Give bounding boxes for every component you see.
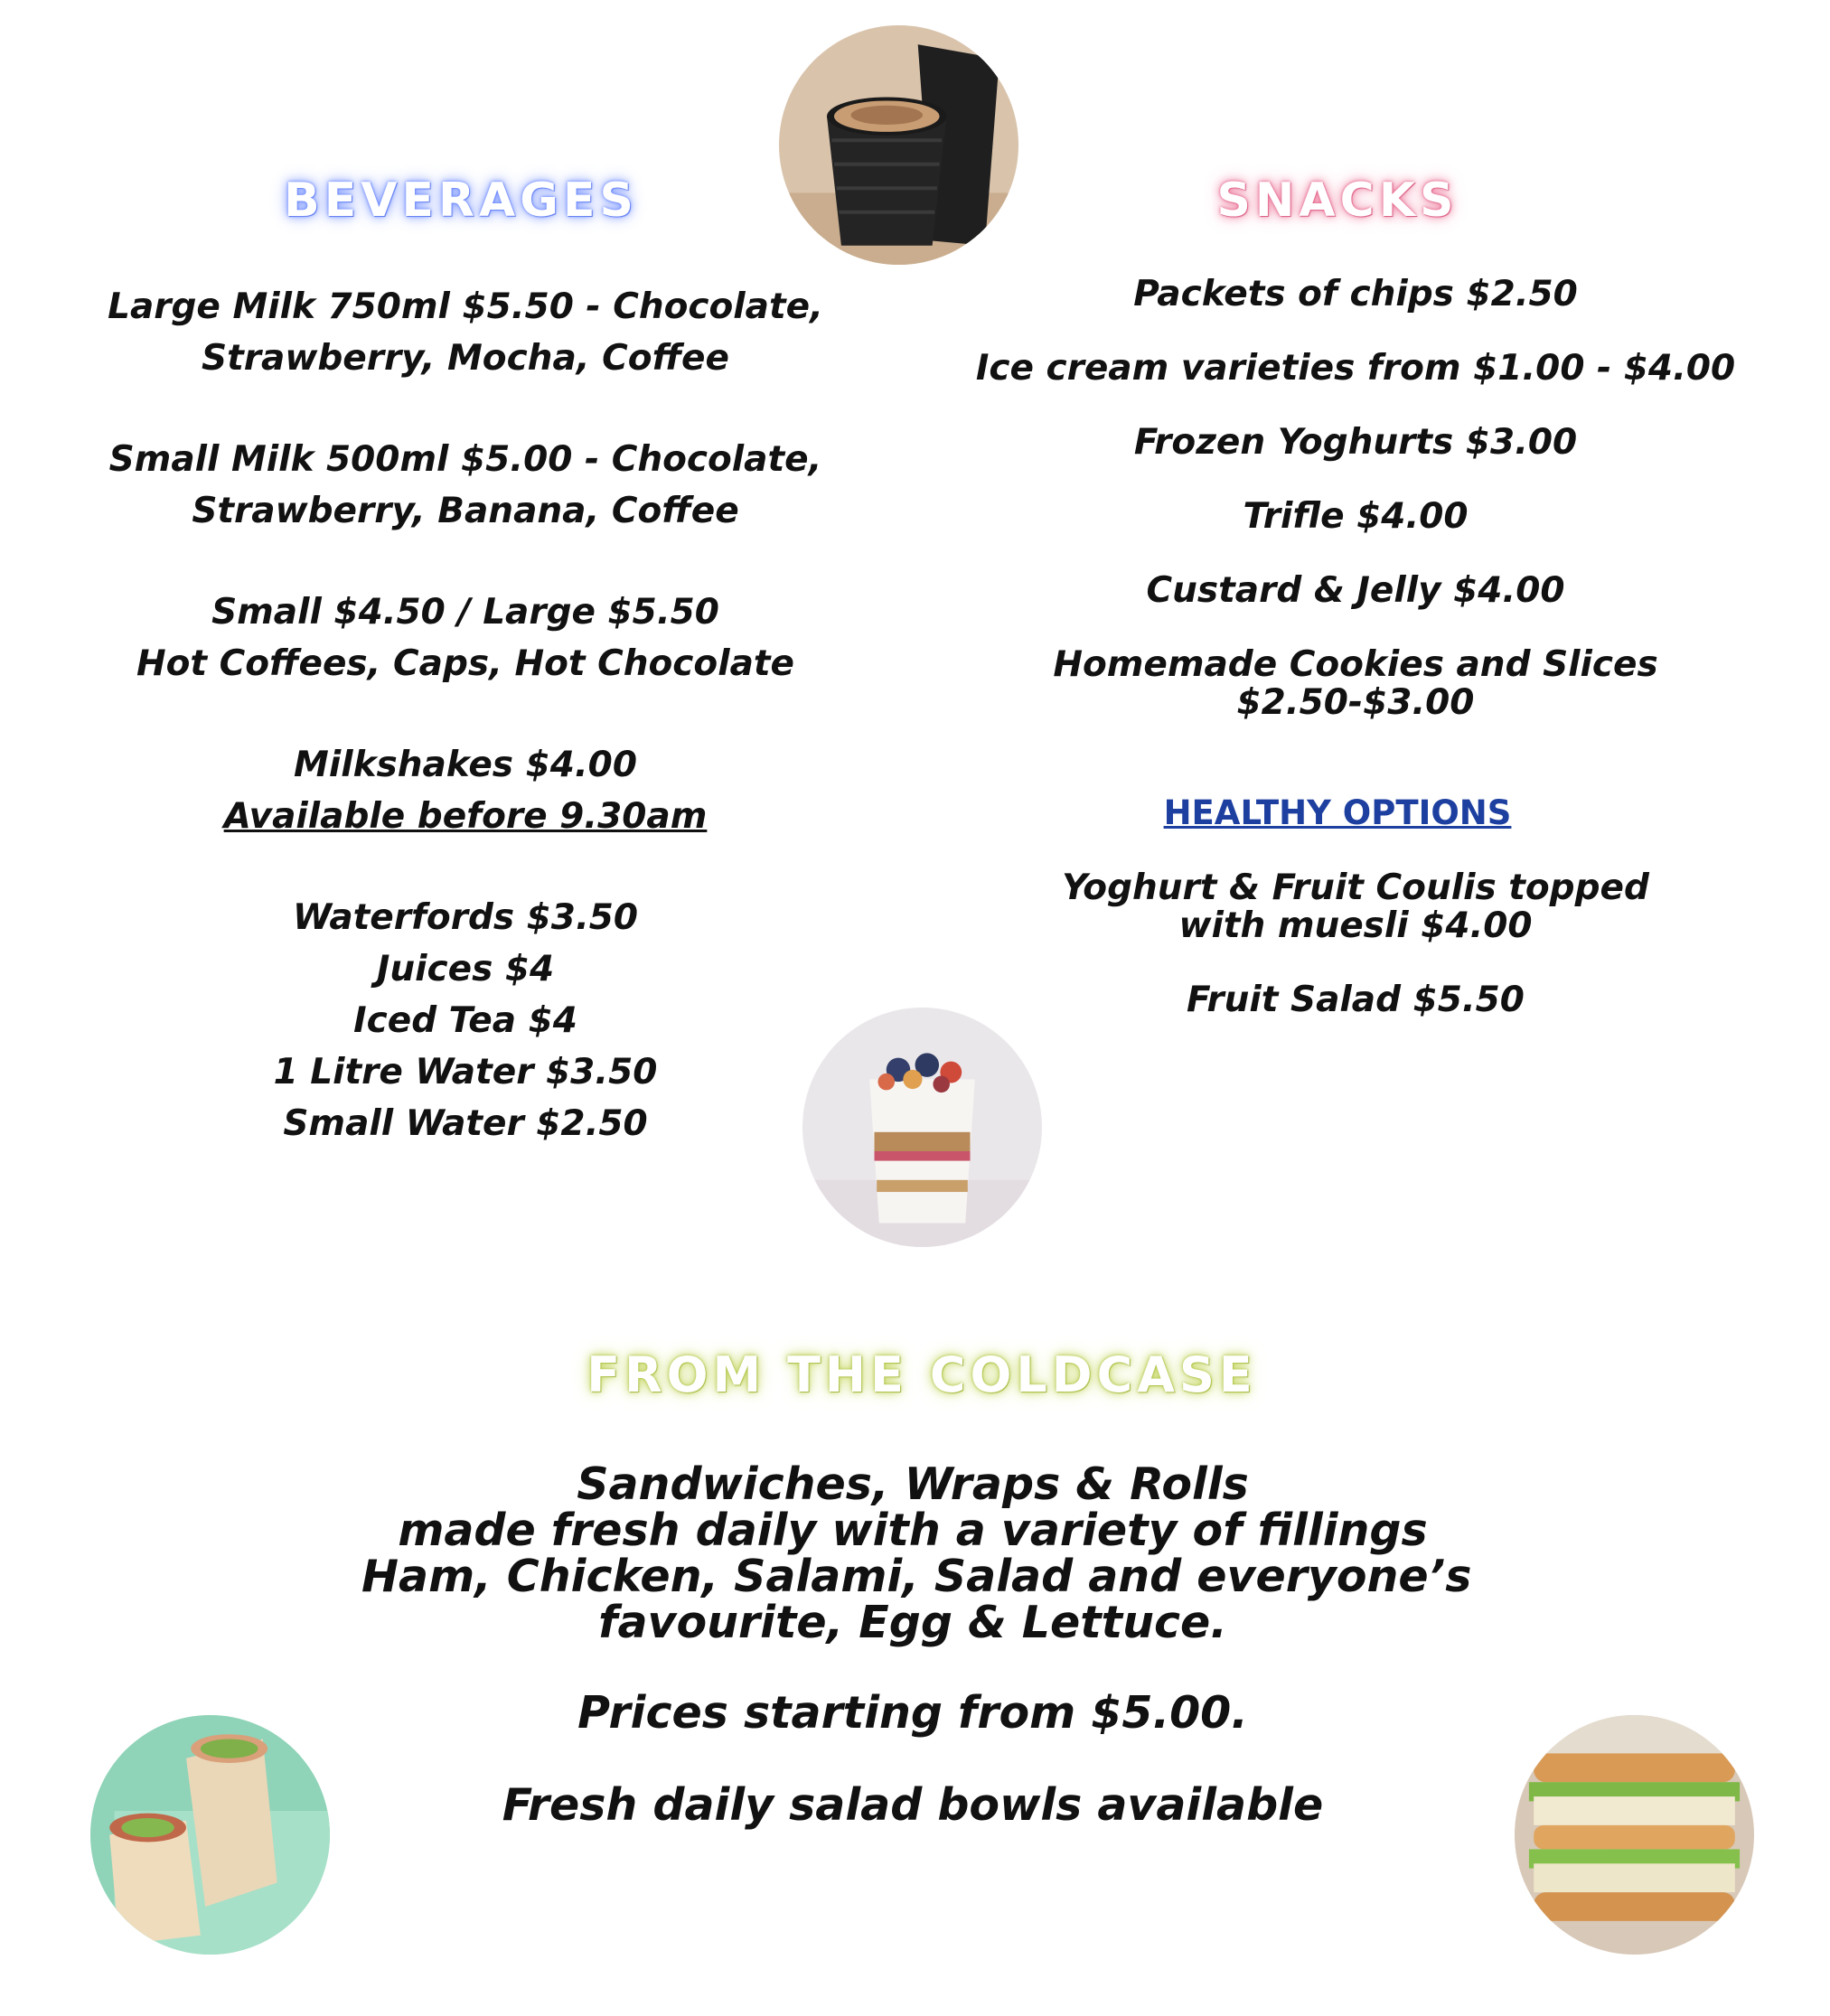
- coldcase-price-line: Prices starting from $5.00.: [577, 1687, 1248, 1739]
- menu-item-trifle: [949, 498, 1762, 536]
- menu-item-line: Frozen Yoghurts $3.00: [1133, 422, 1578, 463]
- menu-item-custard-jelly: [949, 572, 1762, 610]
- menu-item-line: Large Milk 750ml $5.50 - Chocolate,: [108, 286, 823, 327]
- menu-item-line: Yoghurt & Fruit Coulis topped: [1062, 867, 1649, 908]
- menu-item-line: Small $4.50 / Large $5.50: [211, 592, 719, 633]
- coffee-cup-photo: [779, 25, 1018, 265]
- menu-item-line: $2.50-$3.00: [1236, 682, 1475, 723]
- menu-item-line: Juices $4: [376, 949, 555, 989]
- menu-item-milkshakes: [81, 739, 849, 842]
- menu-item-cold-drinks: [81, 892, 849, 1149]
- menu-item-line: Custard & Jelly $4.00: [1146, 570, 1565, 611]
- healthy-options-heading[interactable]: HEALTHY OPTIONS: [1163, 793, 1512, 832]
- menu-item-line: Milkshakes $4.00: [294, 745, 637, 785]
- coldcase-line: Sandwiches, Wraps & Rolls: [577, 1458, 1249, 1510]
- menu-item-line: Trifle $4.00: [1243, 496, 1469, 537]
- menu-item-ice-cream: [949, 350, 1762, 388]
- coldcase-salad-line: Fresh daily salad bowls available: [502, 1779, 1324, 1831]
- menu-item-line: with muesli $4.00: [1178, 905, 1533, 946]
- snacks-heading: SNACKS: [1216, 173, 1459, 228]
- beverages-heading: BEVERAGES: [284, 173, 638, 228]
- menu-item-line: Small Milk 500ml $5.00 - Chocolate,: [108, 439, 822, 480]
- menu-item-line: Ice cream varieties from $1.00 - $4.00: [975, 348, 1736, 389]
- availability-note: Available before 9.30am: [223, 796, 708, 837]
- menu-item-line: Hot Coffees, Caps, Hot Chocolate: [136, 643, 795, 684]
- coldcase-line: made fresh daily with a variety of fillings: [398, 1505, 1428, 1556]
- coldcase-line: Ham, Chicken, Salami, Salad and everyone’s: [361, 1551, 1472, 1602]
- menu-item-line: Strawberry, Banana, Coffee: [192, 491, 739, 531]
- menu-item-line: Waterfords $3.50: [292, 897, 639, 938]
- menu-item-line: Iced Tea $4: [353, 1000, 577, 1041]
- wrap-photo: [90, 1715, 330, 1955]
- menu-item-line: Packets of chips $2.50: [1133, 274, 1578, 314]
- menu-item-line: Small Water $2.50: [283, 1103, 648, 1144]
- menu-item-line: Homemade Cookies and Slices: [1053, 644, 1658, 685]
- coldcase-heading: FROM THE COLDCASE: [587, 1346, 1257, 1403]
- menu-item-line: Strawberry, Mocha, Coffee: [202, 338, 729, 379]
- menu-item-large-milk: [81, 281, 849, 384]
- menu-item-yoghurt-coulis: [949, 869, 1762, 945]
- menu-item-frozen-yoghurts: [949, 424, 1762, 462]
- menu-item-line: Fruit Salad $5.50: [1187, 980, 1525, 1020]
- menu-item-line: 1 Litre Water $3.50: [273, 1052, 658, 1092]
- coldcase-line: favourite, Egg & Lettuce.: [598, 1597, 1227, 1648]
- sandwich-photo: [1515, 1715, 1754, 1955]
- menu-item-hot-drinks: [81, 586, 849, 689]
- menu-item-cookies-slices: [949, 646, 1762, 722]
- menu-item-fruit-salad: [949, 981, 1762, 1019]
- menu-item-chips: [949, 276, 1762, 314]
- menu-item-small-milk: [81, 434, 849, 537]
